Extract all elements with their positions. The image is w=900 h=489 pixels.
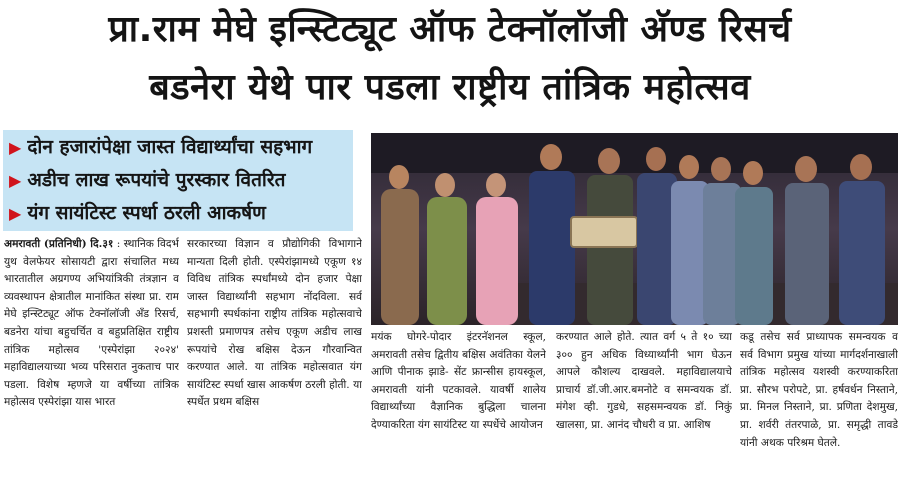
highlights-box	[3, 130, 353, 231]
arrow-right-icon: ▶	[9, 138, 22, 157]
headline-line-1: प्रा.राम मेघे इन्स्टिट्यूट ऑफ टेक्नॉलॉजी अ‍ॅण्ड रिसर्च	[108, 9, 792, 50]
arrow-right-icon: ▶	[9, 171, 22, 190]
arrow-right-icon: ▶	[9, 204, 22, 223]
byline: अमरावती (प्रतिनिधी) दि.३१	[4, 238, 114, 250]
highlight-item: ▶ दोन हजारांपेक्षा जास्त विद्यार्थ्यांचा सहभाग	[9, 136, 313, 158]
article-column-2: सरकारच्या विज्ञान व प्रौद्योगिकी विभागाने मान्यता दिली होती. एस्पेरांझामध्ये एकूण १४ विविध तांत्रिक स्पर्धांमध्ये दोन हजार पेक्षा जास्त विद्यार्थ्यांनी सहभाग नोंदविला. सर्व सहभागी स्पर्धकांना राष्ट्रीय तांत्रिक महोत्सवाचे प्रशस्ती प्रमाणपत्र तसेच एकूण अडीच लाख रूपयांचे रोख बक्षिस देऊन गौरवान्वित करण्यात आले. या तांत्रिक महोत्सवात यंग सायंटिस्ट स्पर्धा खास आकर्षण ठरली होती. या स्पर्धेत प्रथम बक्षिस	[187, 238, 362, 409]
column-text: : स्थानिक विदर्भ युथ वेलफेयर सोसायटी द्वारा संचालित मध्य भारतातील अग्रगण्य अभियांत्रिकी तंत्रज्ञान व व्यवस्थापन क्षेत्रातील मानांकित संस्था प्रा. राम मेघे इन्स्टिट्यूट ऑफ टेक्नॉलॉजी अँड रिसर्च, बडनेरा यांचा बहुचर्चित व बहुप्रतिक्षित राष्ट्रीय तांत्रिक महोत्सव 'एस्पेरांझा २०२४' महाविद्यालयाच्या भव्य परिसरात नुकताच पार पडला. विशेष म्हणजे या वर्षीच्या तांत्रिक महोत्सव एस्पेरांझा यास भारत	[4, 238, 179, 409]
article-column-4: करण्यात आले होते. त्यात वर्ग ५ ते १० च्या ३०० हुन अधिक विध्यार्थ्यांनी भाग घेऊन आपले कौशल्य दाखवले. महाविद्यालयाचे प्राचार्य डॉ.जी.आर.बमनोटे व समन्वयक डॉ. मंगेश व्ही. गुडधे, सहसमन्वयक डॉ. निकुं खालसा, प्रा. आनंद चौधरी व प्रा. आशिष	[556, 331, 732, 431]
article-column-5: कडू तसेच सर्व प्राध्यापक समन्वयक व सर्व विभाग प्रमुख यांच्या मार्गदर्शनाखाली तांत्रिक महोत्सव यशस्वी करण्याकरिता प्रा. सौरभ परोपटे, प्रा. हर्षवर्धन निस्ताने, प्रा. मिनल निस्ताने, प्रा. प्रणिता देशमुख, प्रा. शर्वरी तंतरपाळे, प्रा. समृद्धी तावडे यांनी अथक परिश्रम घेतले.	[740, 331, 898, 449]
article-column-3: मयंक घोगरे-पोदार इंटरनॅशनल स्कूल, अमरावती तसेच द्वितीय बक्षिस अवंतिका येलने आणि पीनाक झाडे- सेंट फ्रान्सीस हायस्कूल, अमरावती यांनी पटकावले. यावर्षी शालेय विद्यार्थ्यांच्या वैज्ञानिक बुद्धिला चालना देण्याकरिता यंग सायंटिस्ट या स्पर्धेचे आयोजन	[371, 331, 546, 431]
highlight-item: ▶ यंग सायंटिस्ट स्पर्धा ठरली आकर्षण	[9, 202, 266, 224]
article-column-1	[4, 236, 179, 486]
event-photo	[371, 133, 898, 325]
highlight-item: ▶ अडीच लाख रूपयांचे पुरस्कार वितरित	[9, 169, 286, 191]
headline-line-2: बडनेरा येथे पार पडला राष्ट्रीय तांत्रिक महोत्सव	[149, 67, 751, 108]
